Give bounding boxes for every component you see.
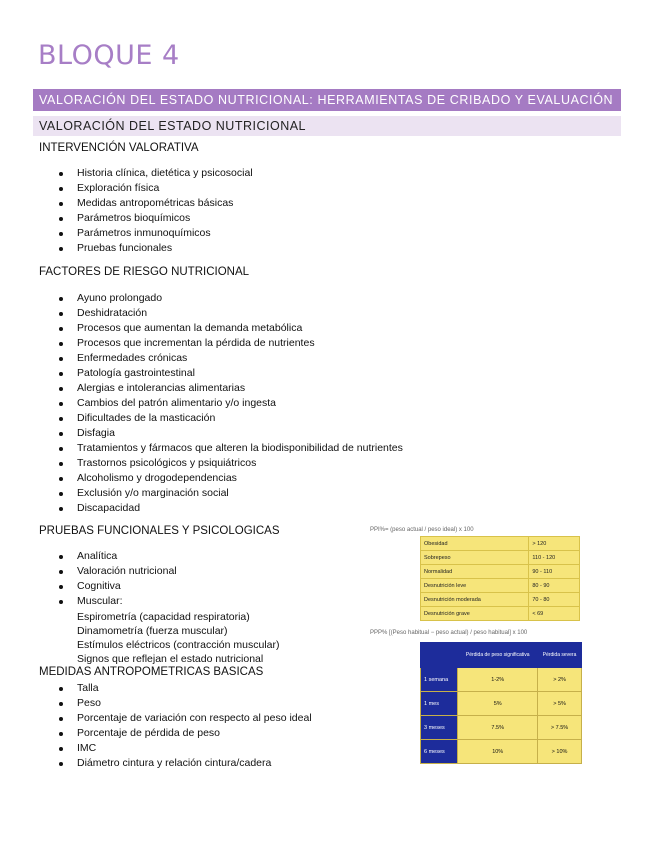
bullet-icon xyxy=(59,297,63,301)
list-item xyxy=(0,471,403,486)
bullet-icon xyxy=(59,762,63,766)
table-cell: 90 - 110 xyxy=(529,565,580,579)
bullet-icon xyxy=(59,477,63,481)
table-row xyxy=(421,740,582,764)
list-item-text: Discapacidad xyxy=(77,502,141,514)
list-item-text: Pruebas funcionales xyxy=(77,242,173,254)
ppp-table xyxy=(420,642,582,764)
list-item xyxy=(0,336,403,351)
list-item xyxy=(0,594,177,609)
list-item xyxy=(0,426,403,441)
table-row xyxy=(421,607,580,621)
list-item xyxy=(0,196,253,211)
bullet-icon xyxy=(59,447,63,451)
list-item xyxy=(0,396,403,411)
bullet-icon xyxy=(59,747,63,751)
list-item xyxy=(0,241,253,256)
list-item xyxy=(0,441,403,456)
list-item-text: Valoración nutricional xyxy=(77,565,177,577)
table-row xyxy=(421,692,582,716)
table-header-cell xyxy=(421,643,458,668)
bullet-icon xyxy=(59,462,63,466)
list-intervencion xyxy=(0,166,253,256)
list-item xyxy=(0,696,312,711)
list-item-text: IMC xyxy=(77,742,97,754)
bullet-icon xyxy=(59,702,63,706)
list-item-text: Procesos que aumentan la demanda metabólica xyxy=(77,322,303,334)
list-pruebas xyxy=(0,549,177,609)
list-item-text: Alergias e intolerancias alimentarias xyxy=(77,382,246,394)
list-factores xyxy=(0,291,403,516)
subsection-banner: VALORACIÓN DEL ESTADO NUTRICIONAL xyxy=(33,116,621,136)
bullet-icon xyxy=(59,555,63,559)
table-header-row xyxy=(421,643,582,668)
list-item-text: Porcentaje de pérdida de peso xyxy=(77,727,221,739)
bullet-icon xyxy=(59,492,63,496)
list-pruebas-muscular xyxy=(77,610,279,666)
list-item xyxy=(0,211,253,226)
table-cell: 70 - 80 xyxy=(529,593,580,607)
page-title: BLOQUE 4 xyxy=(38,40,180,71)
table-cell: 1 mes xyxy=(421,692,458,716)
list-item xyxy=(0,181,253,196)
bullet-icon xyxy=(59,187,63,191)
list-item-text: Cognitiva xyxy=(77,580,121,592)
heading-pruebas: PRUEBAS FUNCIONALES Y PSICOLOGICAS xyxy=(39,525,280,537)
table-cell: 7.5% xyxy=(458,716,538,740)
sub-item: Espirometría (capacidad respiratoria) xyxy=(77,611,250,623)
bullet-icon xyxy=(59,507,63,511)
heading-medidas: MEDIDAS ANTROPOMETRICAS BASICAS xyxy=(39,666,264,678)
table-cell: Desnutrición leve xyxy=(421,579,529,593)
list-item-text: Disfagia xyxy=(77,427,115,439)
list-item-text: Parámetros bioquímicos xyxy=(77,212,191,224)
bullet-icon xyxy=(59,372,63,376)
heading-intervencion: INTERVENCIÓN VALORATIVA xyxy=(39,142,199,154)
list-item-text: Exploración física xyxy=(77,182,160,194)
table-row xyxy=(421,565,580,579)
list-item-text: Porcentaje de variación con respecto al peso ideal xyxy=(77,712,312,724)
bullet-icon xyxy=(59,402,63,406)
bullet-icon xyxy=(59,585,63,589)
table-cell: > 10% xyxy=(538,740,582,764)
list-item xyxy=(0,564,177,579)
list-item-text: Patología gastrointestinal xyxy=(77,367,195,379)
list-item-text: Dificultades de la masticación xyxy=(77,412,216,424)
list-item-text: Cambios del patrón alimentario y/o ingesta xyxy=(77,397,277,409)
bullet-icon xyxy=(59,387,63,391)
bullet-icon xyxy=(59,432,63,436)
list-item-text: Tratamientos y fármacos que alteren la biodisponibilidad de nutrientes xyxy=(77,442,403,454)
list-item xyxy=(0,226,253,241)
table-cell: Normalidad xyxy=(421,565,529,579)
list-item xyxy=(0,579,177,594)
list-item xyxy=(0,381,403,396)
list-item xyxy=(0,741,312,756)
list-item xyxy=(0,456,403,471)
list-item-text: Deshidratación xyxy=(77,307,148,319)
table-row xyxy=(421,668,582,692)
list-item-text: Medidas antropométricas básicas xyxy=(77,197,234,209)
list-item xyxy=(0,166,253,181)
bullet-icon xyxy=(59,417,63,421)
table-row xyxy=(421,579,580,593)
table2-caption: PPP% [(Peso habitual − peso actual) / peso habitual] x 100 xyxy=(370,630,528,636)
table-row xyxy=(421,551,580,565)
table-cell: > 7.5% xyxy=(538,716,582,740)
table-header-cell: Pérdida de peso significativa xyxy=(458,643,538,668)
table-cell: Desnutrición grave xyxy=(421,607,529,621)
bullet-icon xyxy=(59,232,63,236)
list-item-text: Exclusión y/o marginación social xyxy=(77,487,229,499)
bullet-icon xyxy=(59,217,63,221)
list-item xyxy=(0,411,403,426)
list-item xyxy=(0,351,403,366)
table-row xyxy=(421,593,580,607)
list-item xyxy=(0,711,312,726)
bullet-icon xyxy=(59,172,63,176)
table-cell: 10% xyxy=(458,740,538,764)
bullet-icon xyxy=(59,327,63,331)
table-cell: 3 meses xyxy=(421,716,458,740)
bullet-icon xyxy=(59,717,63,721)
table-cell: 110 - 120 xyxy=(529,551,580,565)
heading-factores: FACTORES DE RIESGO NUTRICIONAL xyxy=(39,266,250,278)
table-row xyxy=(421,537,580,551)
list-item-text: Procesos que incrementan la pérdida de nutrientes xyxy=(77,337,315,349)
table-cell: > 120 xyxy=(529,537,580,551)
list-item-text: Enfermedades crónicas xyxy=(77,352,188,364)
list-item xyxy=(0,501,403,516)
list-item-text: Parámetros inmunoquímicos xyxy=(77,227,211,239)
list-item xyxy=(0,306,403,321)
list-item-text: Alcoholismo y drogodependencias xyxy=(77,472,237,484)
bullet-icon xyxy=(59,570,63,574)
bullet-icon xyxy=(59,600,63,604)
list-item xyxy=(0,681,312,696)
table-cell: > 5% xyxy=(538,692,582,716)
list-item xyxy=(0,549,177,564)
list-item xyxy=(0,291,403,306)
list-item-text: Ayuno prolongado xyxy=(77,292,163,304)
list-item xyxy=(0,756,312,771)
list-item xyxy=(0,321,403,336)
section-banner: VALORACIÓN DEL ESTADO NUTRICIONAL: HERRAMIENTAS DE CRIBADO Y EVALUACIÓN xyxy=(33,89,621,111)
bullet-icon xyxy=(59,357,63,361)
list-item-text: Diámetro cintura y relación cintura/cadera xyxy=(77,757,272,769)
list-item-text: Historia clínica, dietética y psicosocial xyxy=(77,167,253,179)
table-cell: Obesidad xyxy=(421,537,529,551)
sub-item: Signos que reflejan el estado nutricional xyxy=(77,653,264,665)
table-cell: Desnutrición moderada xyxy=(421,593,529,607)
table-cell: < 69 xyxy=(529,607,580,621)
table-cell: > 2% xyxy=(538,668,582,692)
table-header-cell: Pérdida severa xyxy=(538,643,582,668)
table-cell: 80 - 90 xyxy=(529,579,580,593)
table-cell: 1 semana xyxy=(421,668,458,692)
list-item-text: Peso xyxy=(77,697,101,709)
list-item xyxy=(0,366,403,381)
ppi-table xyxy=(420,536,580,621)
bullet-icon xyxy=(59,202,63,206)
bullet-icon xyxy=(59,732,63,736)
bullet-icon xyxy=(59,342,63,346)
sub-item: Dinamometría (fuerza muscular) xyxy=(77,625,228,637)
list-item-text: Muscular: xyxy=(77,595,123,607)
bullet-icon xyxy=(59,312,63,316)
table-cell: 5% xyxy=(458,692,538,716)
bullet-icon xyxy=(59,247,63,251)
list-item-text: Trastornos psicológicos y psiquiátricos xyxy=(77,457,257,469)
list-item xyxy=(0,726,312,741)
list-medidas xyxy=(0,681,312,771)
table-row xyxy=(421,716,582,740)
table-cell: Sobrepeso xyxy=(421,551,529,565)
bullet-icon xyxy=(59,687,63,691)
list-item xyxy=(0,486,403,501)
sub-item: Estímulos eléctricos (contracción muscular) xyxy=(77,639,280,651)
table-cell: 6 meses xyxy=(421,740,458,764)
list-item-text: Talla xyxy=(77,682,99,694)
table1-caption: PPI%= (peso actual / peso ideal) x 100 xyxy=(370,527,474,533)
list-item-text: Analítica xyxy=(77,550,118,562)
table-cell: 1-2% xyxy=(458,668,538,692)
